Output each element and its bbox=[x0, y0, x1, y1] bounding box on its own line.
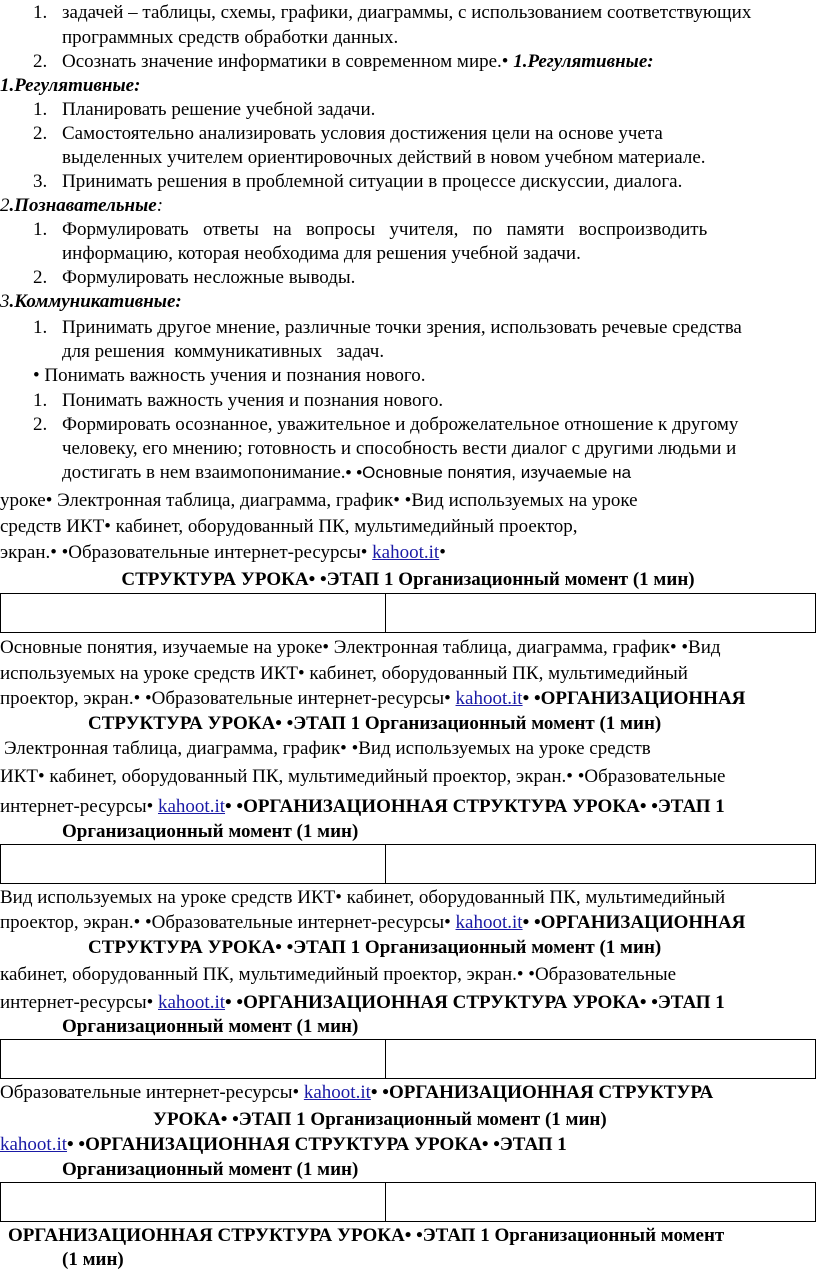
list-item-text: Формировать осознанное, уважительное и доброжелательное отношение к другому bbox=[62, 414, 739, 435]
kahoot-link[interactable]: kahoot.it bbox=[158, 796, 226, 817]
list-item bbox=[62, 461, 631, 485]
paragraph-text: • •ОРГАНИЗАЦИОННАЯ СТРУКТУРА УРОКА• •ЭТАП 1 bbox=[225, 796, 725, 817]
table-row bbox=[0, 844, 816, 884]
list-number: 1. bbox=[33, 390, 48, 411]
section-heading-cognitive bbox=[0, 194, 163, 218]
paragraph-line bbox=[0, 795, 725, 819]
list-item-text: Формулировать ответы на вопросы учителя, по памяти воспроизводить bbox=[62, 219, 708, 240]
structure-heading: СТРУКТУРА УРОКА• •ЭТАП 1 Организационный момент (1 мин) bbox=[121, 569, 695, 590]
list-item-text: для решения коммуникативных задач. bbox=[62, 341, 385, 362]
paragraph-line bbox=[0, 541, 446, 565]
list-item-text: программных средств обработки данных. bbox=[62, 27, 399, 48]
paragraph-line: Вид используемых на уроке средств ИКТ• кабинет, оборудованный ПК, мультимедийный bbox=[0, 887, 726, 908]
list-item-text: Понимать важность учения и познания нового. bbox=[62, 390, 444, 411]
paragraph-line: средств ИКТ• кабинет, оборудованный ПК, мультимедийный проектор, bbox=[0, 516, 578, 537]
bullet: • bbox=[439, 542, 446, 563]
bullet-item: • Понимать важность учения и познания нового. bbox=[33, 365, 426, 386]
list-number: 1. bbox=[33, 99, 48, 120]
table-row bbox=[0, 1182, 816, 1222]
list-number: 2. bbox=[33, 123, 48, 144]
table-cell bbox=[1, 1040, 386, 1078]
structure-heading: СТРУКТУРА УРОКА• •ЭТАП 1 Организационный момент (1 мин) bbox=[88, 937, 662, 958]
paragraph-line: ИКТ• кабинет, оборудованный ПК, мультимедийный проектор, экран.• •Образовательные bbox=[0, 766, 726, 787]
inline-heading: 1.Регулятивные: bbox=[513, 51, 654, 72]
section-number: 3 bbox=[0, 291, 10, 312]
paragraph-line: используемых на уроке средств ИКТ• кабинет, оборудованный ПК, мультимедийный bbox=[0, 663, 688, 684]
colon: : bbox=[156, 195, 164, 216]
paragraph-text: экран.• •Образовательные интернет-ресурсы• bbox=[0, 542, 368, 563]
list-item bbox=[62, 50, 654, 74]
paragraph-line bbox=[0, 687, 745, 711]
kahoot-link[interactable]: kahoot.it bbox=[303, 1082, 371, 1103]
paragraph-line bbox=[0, 991, 725, 1015]
table-cell bbox=[1, 594, 386, 632]
list-number: 1. bbox=[33, 219, 48, 240]
list-number: 2. bbox=[33, 267, 48, 288]
structure-heading: (1 мин) bbox=[62, 1249, 124, 1270]
paragraph-line: уроке• Электронная таблица, диаграмма, график• •Вид используемых на уроке bbox=[0, 490, 638, 511]
section-heading-regulative: 1.Регулятивные: bbox=[0, 75, 141, 96]
list-item-text: • •Основные понятия, изучаемые на bbox=[345, 463, 632, 482]
list-item-text: Формулировать несложные выводы. bbox=[62, 267, 356, 288]
paragraph-text: Образовательные интернет-ресурсы• bbox=[0, 1082, 300, 1103]
list-item-text: Осознать значение информатики в современном мире. bbox=[62, 51, 502, 72]
paragraph-text: проектор, экран.• •Образовательные интернет-ресурсы• bbox=[0, 912, 451, 933]
paragraph-line: Основные понятия, изучаемые на уроке• Электронная таблица, диаграмма, график• •Вид bbox=[0, 637, 721, 658]
section-number: 2 bbox=[0, 195, 10, 216]
paragraph-text: • •ОРГАНИЗАЦИОННАЯ СТРУКТУРА bbox=[370, 1082, 714, 1103]
kahoot-link[interactable]: kahoot.it bbox=[372, 542, 440, 563]
list-item-text: Самостоятельно анализировать условия достижения цели на основе учета bbox=[62, 123, 663, 144]
table-row bbox=[0, 1039, 816, 1079]
bullet: • bbox=[501, 51, 509, 72]
list-item-text: Принимать решения в проблемной ситуации в процессе дискуссии, диалога. bbox=[62, 171, 683, 192]
kahoot-link[interactable]: kahoot.it bbox=[455, 688, 523, 709]
paragraph-line: Электронная таблица, диаграмма, график• •Вид используемых на уроке средств bbox=[4, 738, 651, 759]
list-item-text: задачей – таблицы, схемы, графики, диаграммы, с использованием соответствующих bbox=[62, 2, 752, 23]
paragraph-line: кабинет, оборудованный ПК, мультимедийный проектор, экран.• •Образовательные bbox=[0, 964, 677, 985]
paragraph-line bbox=[0, 911, 745, 935]
list-item-text: Принимать другое мнение, различные точки зрения, использовать речевые средства bbox=[62, 317, 742, 338]
table-cell bbox=[1, 1183, 386, 1221]
paragraph-line bbox=[0, 1081, 713, 1105]
section-title: .Коммуникативные: bbox=[9, 291, 182, 312]
list-item-text: Планировать решение учебной задачи. bbox=[62, 99, 376, 120]
table-cell bbox=[1, 845, 386, 883]
list-number: 2. bbox=[33, 51, 48, 72]
paragraph-text: • •ОРГАНИЗАЦИОННАЯ bbox=[522, 688, 746, 709]
kahoot-link[interactable]: kahoot.it bbox=[455, 912, 523, 933]
structure-heading: ОРГАНИЗАЦИОННАЯ СТРУКТУРА УРОКА• •ЭТАП 1 Организационный момент bbox=[8, 1225, 725, 1246]
paragraph-text: • •ОРГАНИЗАЦИОННАЯ bbox=[522, 912, 746, 933]
section-title: .Познавательные bbox=[9, 195, 157, 216]
list-number: 2. bbox=[33, 414, 48, 435]
list-item-text: человеку, его мнению; готовность и способность вести диалог с другими людьми и bbox=[62, 438, 737, 459]
kahoot-link[interactable]: kahoot.it bbox=[0, 1134, 68, 1155]
paragraph-text: интернет-ресурсы• bbox=[0, 992, 154, 1013]
paragraph-line bbox=[0, 1133, 567, 1157]
list-number: 1. bbox=[33, 317, 48, 338]
paragraph-text: интернет-ресурсы• bbox=[0, 796, 154, 817]
structure-heading: СТРУКТУРА УРОКА• •ЭТАП 1 Организационный момент (1 мин) bbox=[88, 713, 662, 734]
paragraph-text: • •ОРГАНИЗАЦИОННАЯ СТРУКТУРА УРОКА• •ЭТАП 1 bbox=[67, 1134, 567, 1155]
structure-heading: Организационный момент (1 мин) bbox=[62, 821, 359, 842]
structure-heading: Организационный момент (1 мин) bbox=[62, 1159, 359, 1180]
list-number: 1. bbox=[33, 2, 48, 23]
list-item-text: выделенных учителем ориентировочных действий в новом учебном материале. bbox=[62, 147, 706, 168]
paragraph-text: проектор, экран.• •Образовательные интернет-ресурсы• bbox=[0, 688, 451, 709]
table-row bbox=[0, 593, 816, 633]
structure-heading: УРОКА• •ЭТАП 1 Организационный момент (1 мин) bbox=[153, 1109, 607, 1130]
list-item-text: информацию, которая необходима для решения учебной задачи. bbox=[62, 243, 581, 264]
structure-heading: Организационный момент (1 мин) bbox=[62, 1016, 359, 1037]
list-number: 3. bbox=[33, 171, 48, 192]
paragraph-text: • •ОРГАНИЗАЦИОННАЯ СТРУКТУРА УРОКА• •ЭТАП 1 bbox=[225, 992, 725, 1013]
kahoot-link[interactable]: kahoot.it bbox=[158, 992, 226, 1013]
list-item-text: достигать в нем взаимопонимание. bbox=[62, 462, 346, 483]
section-heading-communicative bbox=[0, 290, 182, 314]
